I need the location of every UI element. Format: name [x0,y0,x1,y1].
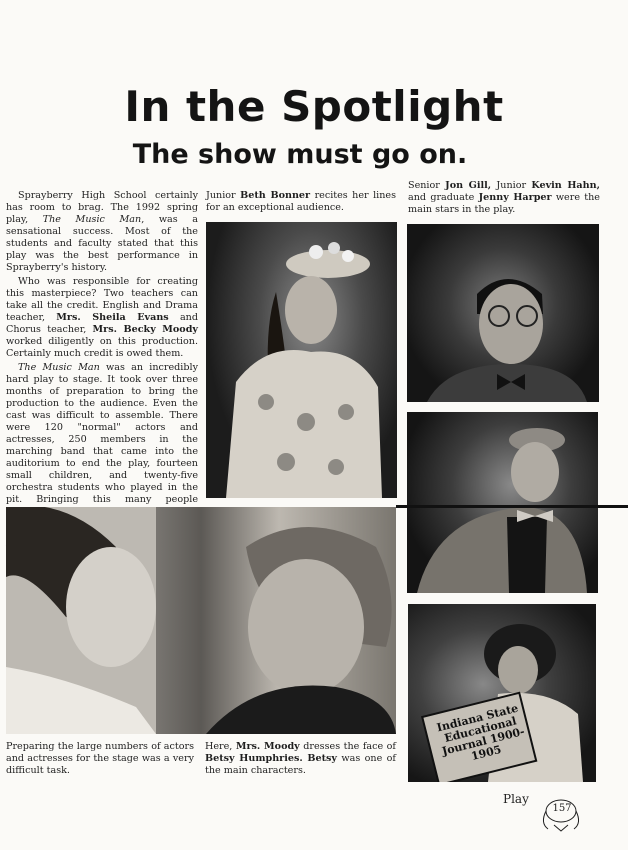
article-paragraph-3: The Music Man was an incredibly hard play to stage. It took over three months of preparation to bring the production to the audience. Even the cast was difficult to assemble. There were 120 "normal" actors and actresses, 250 members in the marching band that came into the auditorium to end the play, fourteen small children, and twenty-five orchestra students who played in the pit. Bringing this many people [6,362,198,505]
caption-preparing-actors: Preparing the large numbers of actors and actresses for the stage was a very difficult task. [6,741,194,776]
photo-jenny-harper [408,604,596,782]
caption-main-stars: Senior Jon Gill, Junior Kevin Hahn, and graduate Jenny Harper were the main stars in the play. [408,180,600,215]
kevin-figure-icon [407,412,598,593]
page-subtitle: The show must go on. [132,139,468,170]
photo-makeup-prep [6,507,396,734]
divider-bar [396,505,628,508]
beth-figure-icon [206,222,397,498]
photo-kevin-hahn [407,412,598,593]
caption-beth-bonner: Junior Beth Bonner recites her lines for an exceptional audience. [206,190,396,213]
page-title: In the Spotlight [124,82,504,131]
journal-book-cover: Indiana State Educational Journal 1900-1905 [435,701,526,763]
photo-jon-gill [407,224,599,402]
page-number: 157 [552,803,572,814]
jon-figure-icon [407,224,599,402]
section-label: Play [503,792,529,806]
photo-beth-bonner [206,222,397,498]
caption-mrs-moody: Here, Mrs. Moody dresses the face of Betsy Humphries. Betsy was one of the main characters. [205,741,396,776]
makeup-figures-icon [6,507,396,734]
article-paragraph-2: Who was responsible for creating this masterpiece? Two teachers can take all the credit. English and Drama teacher, Mrs. Sheila Evans and Chorus teacher, Mrs. Becky Moody worked diligently on this production. Certainly much credit is owed them. [6,276,198,359]
article-paragraph-1: Sprayberry High School certainly has room to brag. The 1992 spring play, The Music Man, was a sensational success. Most of the students and faculty stated that this play was the best performance in Sprayberry's history. [6,190,198,273]
article-body [6,190,198,554]
